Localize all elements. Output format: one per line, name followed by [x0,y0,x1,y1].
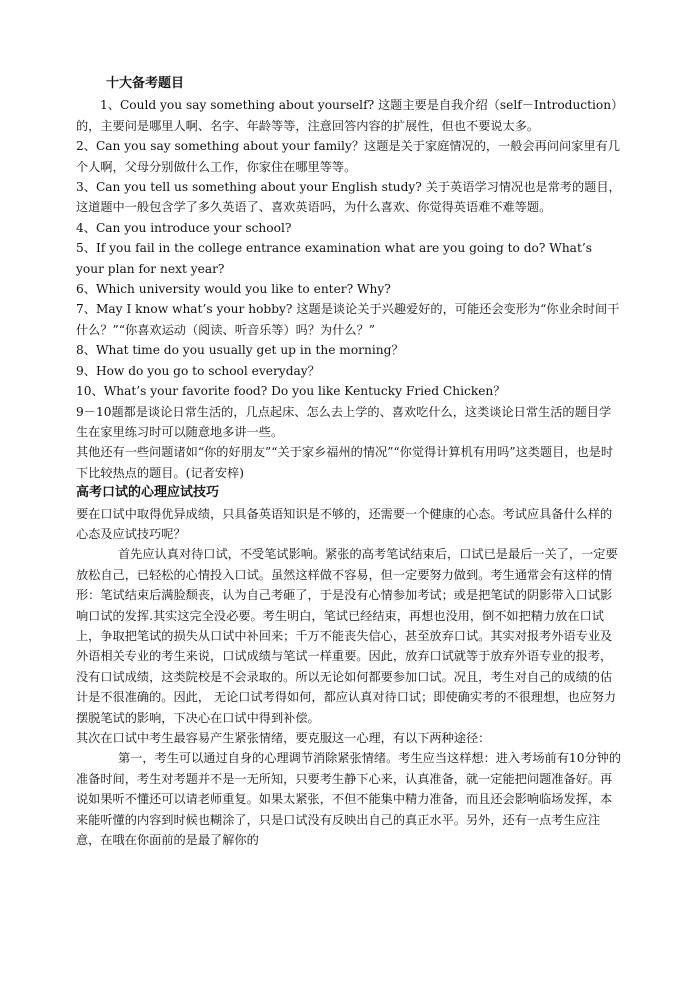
section-title-psychology: 高考口试的心理应试技巧 [76,485,220,501]
document-page [76,74,622,850]
paragraph-second: 其次在口试中考生最容易产生紧张情绪，要克服这一心理，有以下两种途径： [76,731,491,745]
question-10: 10、What’s your favorite food? Do you like Kentucky Fried Chicken？ [76,384,506,399]
question-6: 6、Which university would you like to enter? Why? [76,282,391,297]
question-4: 4、Can you introduce your school? [76,220,292,235]
question-5: 5、If you fail in the college entrance examination what are you going to do? What’s your plan for next year? [76,241,592,276]
question-3: 3、Can you tell us something about your English study? 关于英语学习情况也是常考的题目，这道题中一般包含学了多久英语了、喜欢英语吗，为什么喜欢、你觉得英语难不难等题。 [76,180,621,215]
question-8: 8、What time do you usually get up in the morning？ [76,343,404,358]
section-title-exam-questions: 十大备考题目 [106,76,185,91]
question-9: 9、How do you go to school everyday？ [76,363,320,378]
note-daily-life: 9－10题都是谈论日常生活的，几点起床、怎么去上学的、喜欢吃什么，这类谈论日常生活的题目学生在家里练习时可以随意地多讲一些。 [76,404,612,439]
question-7: 7、May I know what’s your hobby? 这题是谈论关于兴趣爱好的，可能还会变形为“你业余时间干什么？”“你喜欢运动（阅读、听音乐等）吗？为什么？” [76,302,620,337]
note-other-questions: 其他还有一些问题诸如“你的好朋友”“关于家乡福州的情况”“你觉得计算机有用吗”这类题目，也是时下比较热点的题目。(记者安梓) [76,445,614,480]
question-1: 1、Could you say something about yourself? 这题主要是自我介绍（self－Introduction）的，主要问是哪里人啊、名字、年龄等等，注意回答内容的扩展性，但也不要说太多。 [76,98,618,133]
question-2: 2、Can you say something about your family？这题是关于家庭情况的，一般会再问问家里有几个人啊，父母分别做什么工作，你家住在哪里等等。 [76,139,620,174]
paragraph-third: 第一，考生可以通过自身的心理调节消除紧张情绪。考生应当这样想：进入考场前有10分钟的准备时间，考生对考题并不是一无所知，只要考生静下心来，认真准备，就一定能把问题准备好。再说如果听不懂还可以请老师重复。如果太紧张，不但不能集中精力准备，而且还会影响临场发挥，本来能听懂的内容到时候也糊涂了，只是口试没有反映出自己的真正水平。另外，还有一点考生应注意，在哦在你面前的是最了解你的 [76,751,622,848]
intro-paragraph: 要在口试中取得优异成绩，只具备英语知识是不够的，还需要一个健康的心态。考试应具备什么样的心态及应试技巧呢？ [76,506,613,541]
paragraph-first: 首先应认真对待口试，不受笔试影响。紧张的高考笔试结束后，口试已是最后一关了，一定要放松自己，已轻松的心情投入口试。虽然这样做不容易，但一定要努力做到。考生通常会有这样的情形：笔试结束后满脸颓丧，认为自己考砸了，于是没有心情参加考试；或是把笔试的阴影带入口试影响口试的发挥.其实这完全没必要。考生明白，笔试已经结束，再想也没用，倒不如把精力放在口试上，争取把笔试的损失从口试中补回来；千万不能丧失信心，甚至放弃口试。其实对报考外语专业及外语相关专业的考生来说，口试成绩与笔试一样重要。因此，放弃口试就等于放弃外语专业的报考，没有口试成绩，这类院校是不会录取的。所以无论如何都要参加口试。况且，考生对自己的成绩的估计是不很准确的。因此， 无论口试考得如何，都应认真对待口试；即使确实考的不很理想，也应努力摆脱笔试的影响，下决心在口试中得到补偿。 [76,547,618,725]
